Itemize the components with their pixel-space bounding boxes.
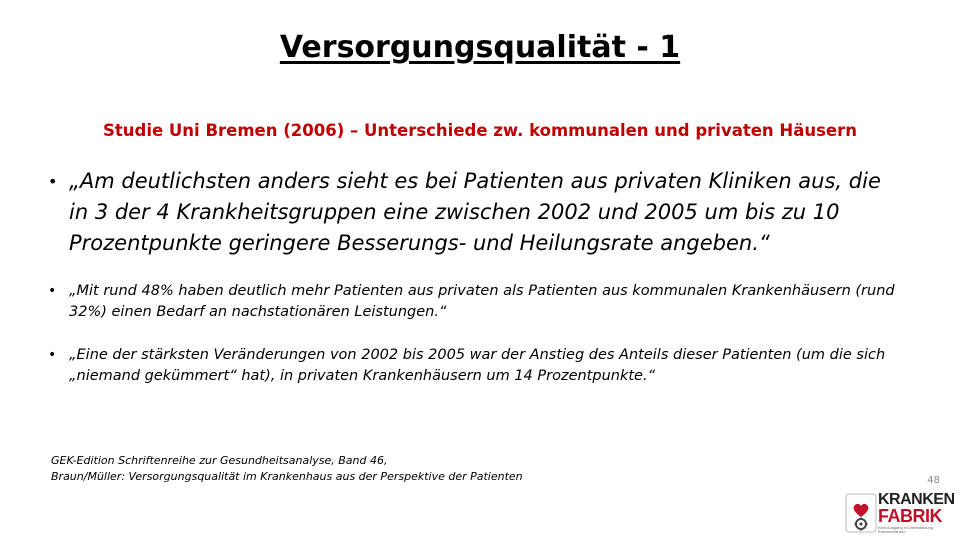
slide-title: Versorgungsqualität - 1 [279,30,681,65]
krankenfabrik-logo [845,490,953,535]
source-citation [51,453,523,485]
heart-gear-icon [845,493,877,533]
bullet-dot: • [48,347,57,363]
bullet-item-3 [48,345,918,387]
page-number: 48 [927,475,940,486]
bullet-item-2 [48,281,908,323]
logo-tagline: Kein Ausgang in Unterstützung Krankenhäuser [878,524,933,534]
bullet-dot: • [48,283,57,299]
bullet-item-1 [48,166,898,259]
logo-top-word: KRANKEN [878,490,955,508]
logo-bottom-word: FABRIK [878,505,942,526]
bullet-dot: • [48,172,58,191]
bullet-text: „Eine der stärksten Veränderungen von 2002 bis 2005 war der Anstieg des Anteils dieser Patienten (um die sich „niemand gekümmert“ hat), in privaten Krankenhäusern um 14 Prozentpunkte.“ [69,347,886,384]
source-line-1: GEK-Edition Schriftenreihe zur Gesundheitsanalyse, Band 46, [51,454,388,467]
slide-subtitle: Studie Uni Bremen (2006) – Unterschiede zw. kommunalen und privaten Häusern [102,121,857,140]
bullet-text: „Am deutlichsten anders sieht es bei Patienten aus privaten Kliniken aus, die in 3 der 4 Krankheitsgruppen eine zwischen 2002 und 2005 um bis zu 10 Prozentpunkte geringere Besserungs- und Heilungsrate angeben.“ [69,169,881,255]
source-line-2: Braun/Müller: Versorgungsqualität im Krankenhaus aus der Perspektive der Patienten [51,470,523,483]
bullet-text: „Mit rund 48% haben deutlich mehr Patienten aus privaten als Patienten aus kommunalen Krankenhäusern (rund 32%) einen Bedarf an nachstationären Leistungen.“ [69,283,895,320]
logo-wordmark [878,492,955,534]
